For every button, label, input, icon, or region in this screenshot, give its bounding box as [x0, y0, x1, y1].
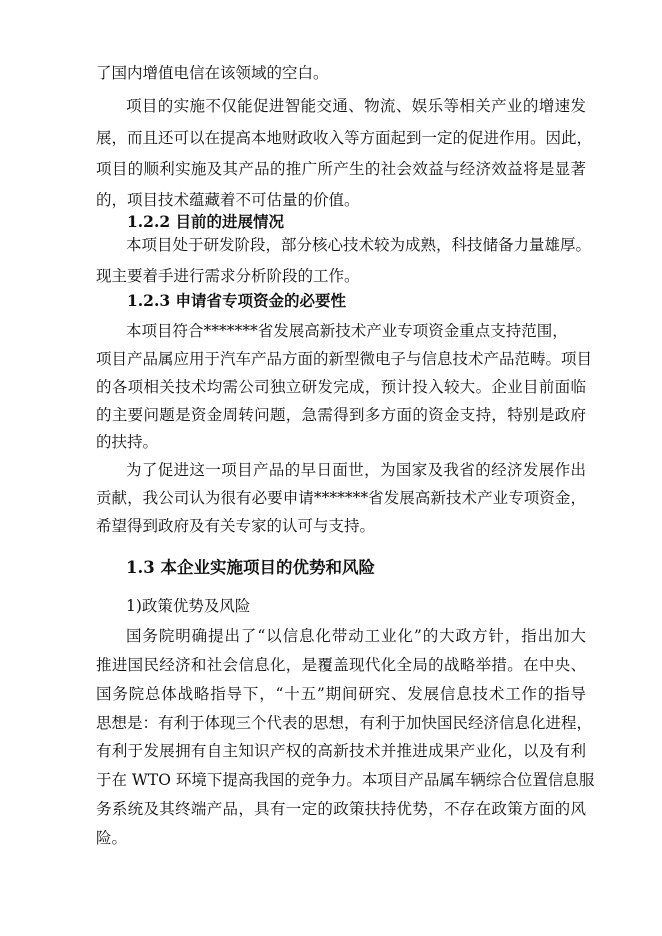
- paragraph-line: 的各项相关技术均需公司独立研发完成，预计投入较大。企业目前面临: [96, 378, 586, 396]
- paragraph-line: 的主要问题是资金周转问题，急需得到多方面的资金支持，特别是政府: [96, 406, 586, 424]
- paragraph-line: 项目的顺利实施及其产品的推广所产生的社会效益与经济效益将是显著: [96, 160, 586, 178]
- paragraph-line: 务系统及其终端产品，具有一定的政策扶持优势，不存在政策方面的风: [96, 800, 586, 818]
- paragraph-line: 本项目符合*******省发展高新技术产业专项资金重点支持范围，: [126, 322, 568, 340]
- paragraph-line: 推进国民经济和社会信息化，是覆盖现代化全局的战略举措。在中央、: [96, 656, 586, 674]
- paragraph-line: 展，而且还可以在提高本地财政收入等方面起到一定的促进作用。因此，: [96, 129, 593, 147]
- section-heading-1-2-3: 1.2.3 申请省专项资金的必要性: [127, 291, 347, 310]
- paragraph-line: 国务院明确提出了“以信息化带动工业化”的大政方针，指出加大: [126, 627, 586, 645]
- paragraph-line: 国务院总体战略指导下，“十五”期间研究、发展信息技术工作的指导: [96, 685, 586, 703]
- paragraph-line: 险。: [96, 829, 128, 847]
- section-heading-1-3: 1.3 本企业实施项目的优势和风险: [126, 558, 375, 577]
- paragraph-line: 的，项目技术蕴藏着不可估量的价值。: [96, 191, 360, 209]
- paragraph-line: 本项目处于研发阶段，部分核心技术较为成熟，科技储备力量雄厚。: [126, 236, 592, 254]
- paragraph-line: 思想是：有利于体现三个代表的思想，有利于加快国民经济信息化进程，: [96, 714, 593, 732]
- section-heading-1-2-2: 1.2.2 目前的进展情况: [127, 212, 285, 231]
- paragraph-line: 于在 WTO 环境下提高我国的竞争力。本项目产品属车辆综合位置信息服: [96, 771, 595, 789]
- paragraph-line: 现主要着手进行需求分析阶段的工作。: [96, 267, 360, 285]
- paragraph-line: 了国内增值电信在该领域的空白。: [96, 64, 329, 82]
- paragraph-line: 为了促进这一项目产品的早日面世，为国家及我省的经济发展作出: [126, 461, 586, 479]
- paragraph-line: 希望得到政府及有关专家的认可与支持。: [96, 517, 376, 535]
- paragraph-line: 的扶持。: [96, 433, 159, 451]
- paragraph-line: 贡献，我公司认为很有必要申请*******省发展高新技术产业专项资金，: [96, 489, 586, 507]
- paragraph-line: 有利于发展拥有自主知识产权的高新技术并推进成果产业化，以及有利: [96, 742, 586, 760]
- paragraph-line: 项目产品属应用于汽车产品方面的新型微电子与信息技术产品范畴。项目: [96, 350, 593, 368]
- paragraph-line: 项目的实施不仅能促进智能交通、物流、娱乐等相关产业的增速发: [126, 97, 586, 115]
- list-item-label: 1)政策优势及风险: [126, 597, 251, 615]
